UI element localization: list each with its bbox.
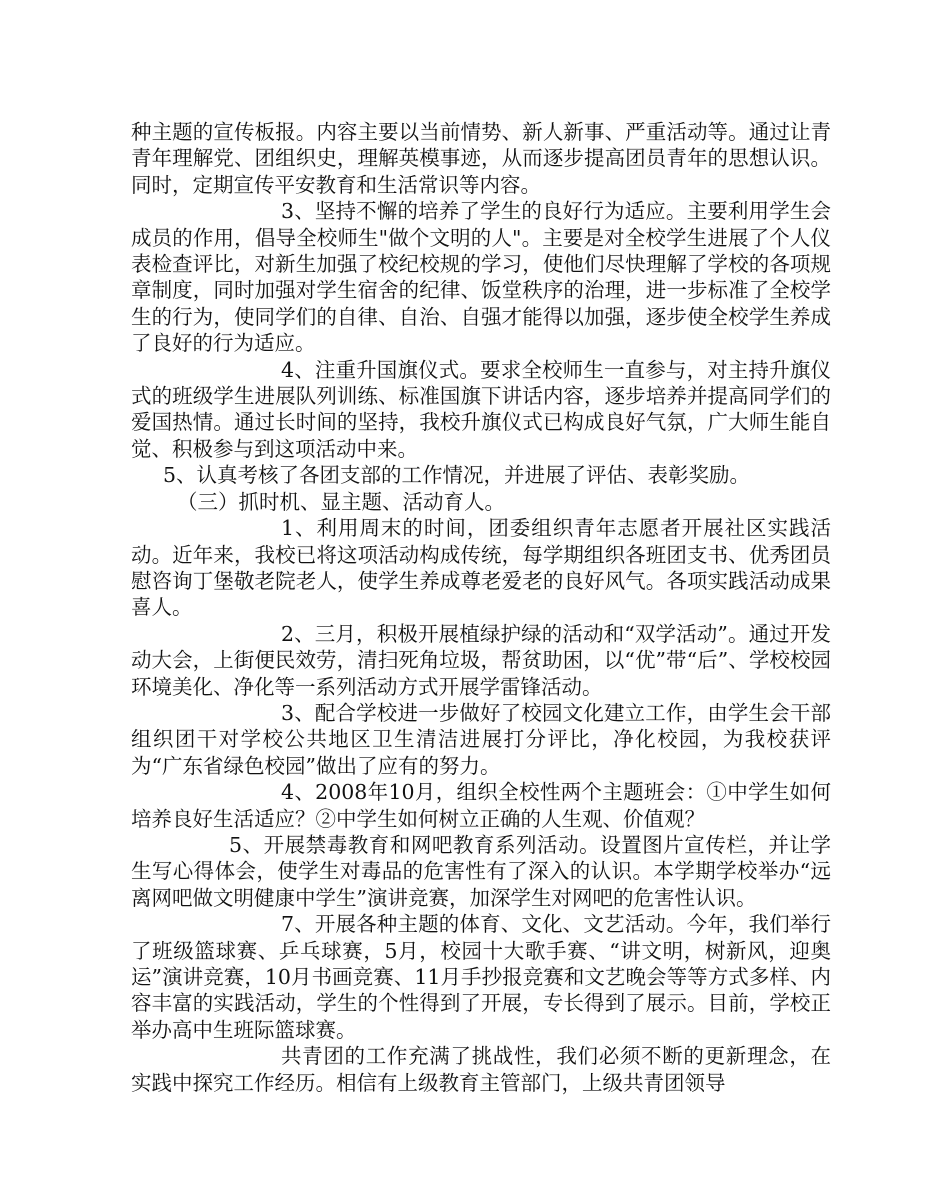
paragraph-flag-ceremony: 4、注重升国旗仪式。要求全校师生一直参与，对主持升旗仪式的班级学生进展队列训练、标准国旗下讲话内容，逐步培养并提高同学们的爱国热情。通过长时间的坚持，我校升旗仪式已构成良好气氛，广大师生能自觉、积极参与到这项活动中来。: [131, 357, 831, 461]
paragraph-propaganda-board: 种主题的宣传板报。内容主要以当前情势、新人新事、严重活动等。通过让青青年理解党、团组织史，理解英模事迹，从而逐步提高团员青年的思想认识。同时，定期宣传平安教育和生活常识等内容。: [131, 120, 831, 197]
paragraph-march-activities: 2、三月，积极开展植绿护绿的活动和“双学活动”。通过开发动大会，上街便民效劳，清扫死角垃圾，帮贫助困，以“优”带“后”、学校校园环境美化、净化等一系列活动方式开展学雷锋活动。: [131, 621, 831, 699]
section-heading-activities: （三）抓时机、显主题、活动育人。: [177, 489, 505, 514]
paragraph-volunteer-activities: 1、利用周末的时间，团委组织青年志愿者开展社区实践活动。近年来，我校已将这项活动构成传统，每学期组织各班团支书、优秀团员慰咨询丁堡敬老院老人，使学生养成尊老爱老的良好风气。各项实践活动成果喜人。: [131, 516, 831, 620]
paragraph-sports-culture: 7、开展各种主题的体育、文化、文艺活动。今年，我们举行了班级篮球赛、乒乓球赛，5月，校园十大歌手赛、“讲文明，树新风，迎奥运”演讲竞赛，10月书画竞赛、11月手抄报竞赛和文艺晚会等等方式多样、内容丰富的实践活动，学生的个性得到了开展，专长得到了展示。目前，学校正举办高中生班际篮球赛。: [131, 912, 831, 1042]
paragraph-branch-assessment: 5、认真考核了各团支部的工作情况，并进展了评估、表彰奖励。: [163, 463, 751, 488]
paragraph-anti-drug: 5、开展禁毒教育和网吧教育系列活动。设置图片宣传栏，并让学生写心得体会，使学生对毒品的危害性有了深入的认识。本学期学校举办“远离网吧做文明健康中学生”演讲竞赛，加深学生对网吧的危害性认识。: [131, 832, 831, 910]
paragraph-class-meetings: 4、2008年10月，组织全校性两个主题班会：①中学生如何培养良好生活适应？②中学生如何树立正确的人生观、价值观？: [131, 780, 831, 831]
paragraph-campus-culture: 3、配合学校进一步做好了校园文化建立工作，由学生会干部组织团干对学校公共地区卫生清洁进展打分评比，净化校园，为我校获评为“广东省绿色校园”做出了应有的努力。: [131, 700, 831, 778]
paragraph-conclusion: 共青团的工作充满了挑战性，我们必须不断的更新理念，在实践中探究工作经历。相信有上级教育主管部门，上级共青团领导: [131, 1044, 831, 1095]
paragraph-behavior-habits: 3、坚持不懈的培养了学生的良好行为适应。主要利用学生会成员的作用，倡导全校师生"做个文明的人"。主要是对全校学生进展了个人仪表检查评比，对新生加强了校纪校规的学习，使他们尽快理解了学校的各项规章制度，同时加强对学生宿舍的纪律、饭堂秩序的治理，进一步标准了全校学生的行为，使同学们的自律、自治、自强才能得以加强，逐步使全校学生养成了良好的行为适应。: [131, 199, 831, 356]
body-text: [131, 119, 831, 1096]
